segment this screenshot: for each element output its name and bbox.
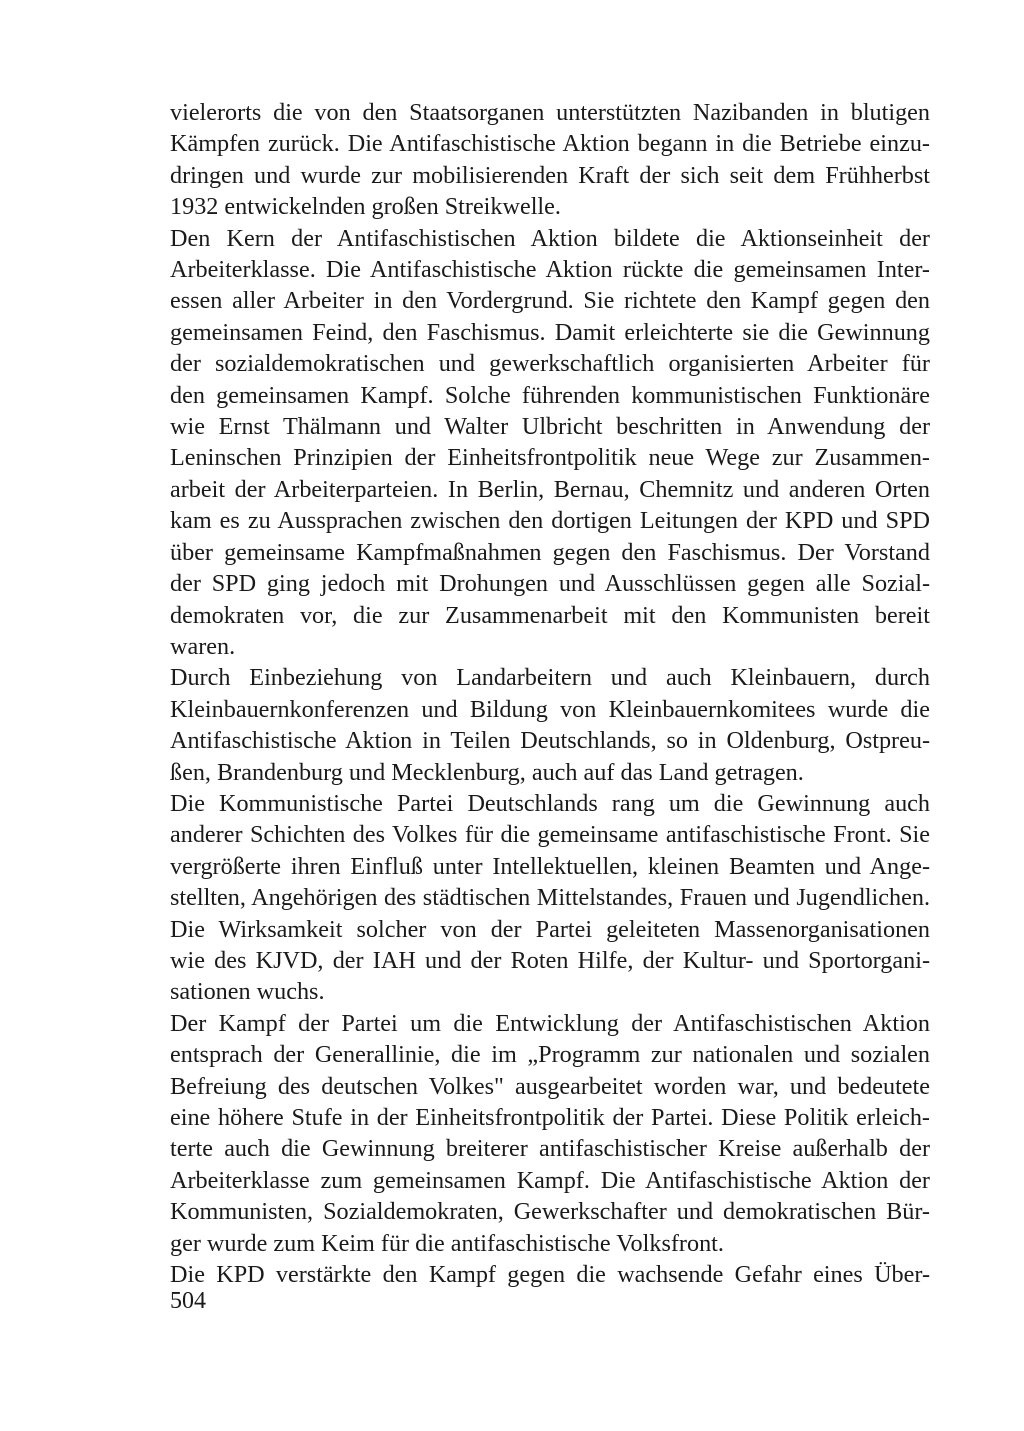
text-line: sationen wuchs. — [170, 978, 325, 1006]
text-line: kam es zu Aussprachen zwischen den dortigen Leitungen der KPD und SPD — [170, 507, 930, 535]
text-line: Der Kampf der Partei um die Entwicklung der Antifaschistischen Aktion — [170, 1009, 930, 1037]
text-line: essen aller Arbeiter in den Vordergrund. Sie richtete den Kampf gegen den — [170, 287, 930, 315]
text-line: Kämpfen zurück. Die Antifaschistische Aktion begann in die Betriebe einzu- — [170, 130, 930, 158]
text-line: 1932 entwickelnden großen Streikwelle. — [170, 193, 561, 221]
text-line: wie des KJVD, der IAH und der Roten Hilfe, der Kultur- und Sportorgani- — [170, 946, 930, 974]
page-number: 504 — [170, 1288, 206, 1314]
text-line: Befreiung des deutschen Volkes" ausgearbeitet worden war, und bedeutete — [170, 1072, 930, 1100]
text-line: Die Wirksamkeit solcher von der Partei geleiteten Massenorganisationen — [170, 915, 930, 943]
paragraph — [170, 223, 930, 663]
text-line: vergrößerte ihren Einfluß unter Intellektuellen, kleinen Beamten und Ange- — [170, 852, 930, 880]
text-line: entsprach der Generallinie, die im „Programm zur nationalen und sozialen — [170, 1041, 930, 1069]
text-line: anderer Schichten des Volkes für die gemeinsame antifaschistische Front. Sie — [170, 821, 930, 849]
text-line: der sozialdemokratischen und gewerkschaftlich organisierten Arbeiter für — [170, 350, 930, 378]
text-line: gemeinsamen Feind, den Faschismus. Damit erleichterte sie die Gewinnung — [170, 318, 930, 346]
text-line: vielerorts die von den Staatsorganen unterstützten Nazibanden in blutigen — [170, 99, 930, 126]
text-line: Kommunisten, Sozialdemokraten, Gewerkschafter und demokratischen Bür- — [170, 1198, 930, 1226]
paragraph — [170, 662, 930, 788]
text-line: eine höhere Stufe in der Einheitsfrontpolitik der Partei. Diese Politik erleich- — [170, 1104, 930, 1131]
text-line: ger wurde zum Keim für die antifaschistische Volksfront. — [170, 1229, 724, 1257]
text-line: Leninschen Prinzipien der Einheitsfrontpolitik neue Wege zur Zusammen- — [170, 444, 930, 472]
text-line: der SPD ging jedoch mit Drohungen und Ausschlüssen gegen alle Sozial- — [170, 570, 930, 598]
text-line: Arbeiterklasse zum gemeinsamen Kampf. Die Antifaschistische Aktion der — [170, 1166, 930, 1194]
text-line: Durch Einbeziehung von Landarbeitern und auch Kleinbauern, durch — [170, 664, 930, 692]
text-line: dringen und wurde zur mobilisierenden Kraft der sich seit dem Frühherbst — [170, 161, 930, 189]
text-line: Den Kern der Antifaschistischen Aktion bildete die Aktionseinheit der — [170, 224, 930, 252]
text-line: über gemeinsame Kampfmaßnahmen gegen den Faschismus. Der Vorstand — [170, 538, 930, 566]
text-line: wie Ernst Thälmann und Walter Ulbricht beschritten in Anwendung der — [170, 413, 930, 441]
text-line: terte auch die Gewinnung breiterer antifaschistischer Kreise außerhalb der — [170, 1135, 930, 1163]
text-line: Antifaschistische Aktion in Teilen Deutschlands, so in Oldenburg, Ostpreu- — [170, 727, 930, 755]
text-line: waren. — [170, 632, 236, 660]
text-line: ßen, Brandenburg und Mecklenburg, auch auf das Land getragen. — [170, 758, 804, 786]
text-line: den gemeinsamen Kampf. Solche führenden kommunistischen Funktionäre — [170, 381, 930, 409]
text-line: Die Kommunistische Partei Deutschlands rang um die Gewinnung auch — [170, 789, 930, 817]
paragraph — [170, 1259, 930, 1290]
paragraph — [170, 1008, 930, 1259]
body-text — [170, 97, 930, 1290]
paragraph — [170, 788, 930, 1008]
text-line: stellten, Angehörigen des städtischen Mittelstandes, Frauen und Jugendlichen. — [170, 884, 930, 912]
text-line: demokraten vor, die zur Zusammenarbeit mit den Kommunisten bereit — [170, 601, 930, 629]
text-line: Kleinbauernkonferenzen und Bildung von Kleinbauernkomitees wurde die — [170, 695, 930, 723]
text-line: arbeit der Arbeiterparteien. In Berlin, Bernau, Chemnitz und anderen Orten — [170, 475, 930, 503]
text-line: Arbeiterklasse. Die Antifaschistische Aktion rückte die gemeinsamen Inter- — [170, 256, 930, 284]
text-line: Die KPD verstärkte den Kampf gegen die wachsende Gefahr eines Über- — [170, 1261, 930, 1289]
paragraph — [170, 97, 930, 223]
